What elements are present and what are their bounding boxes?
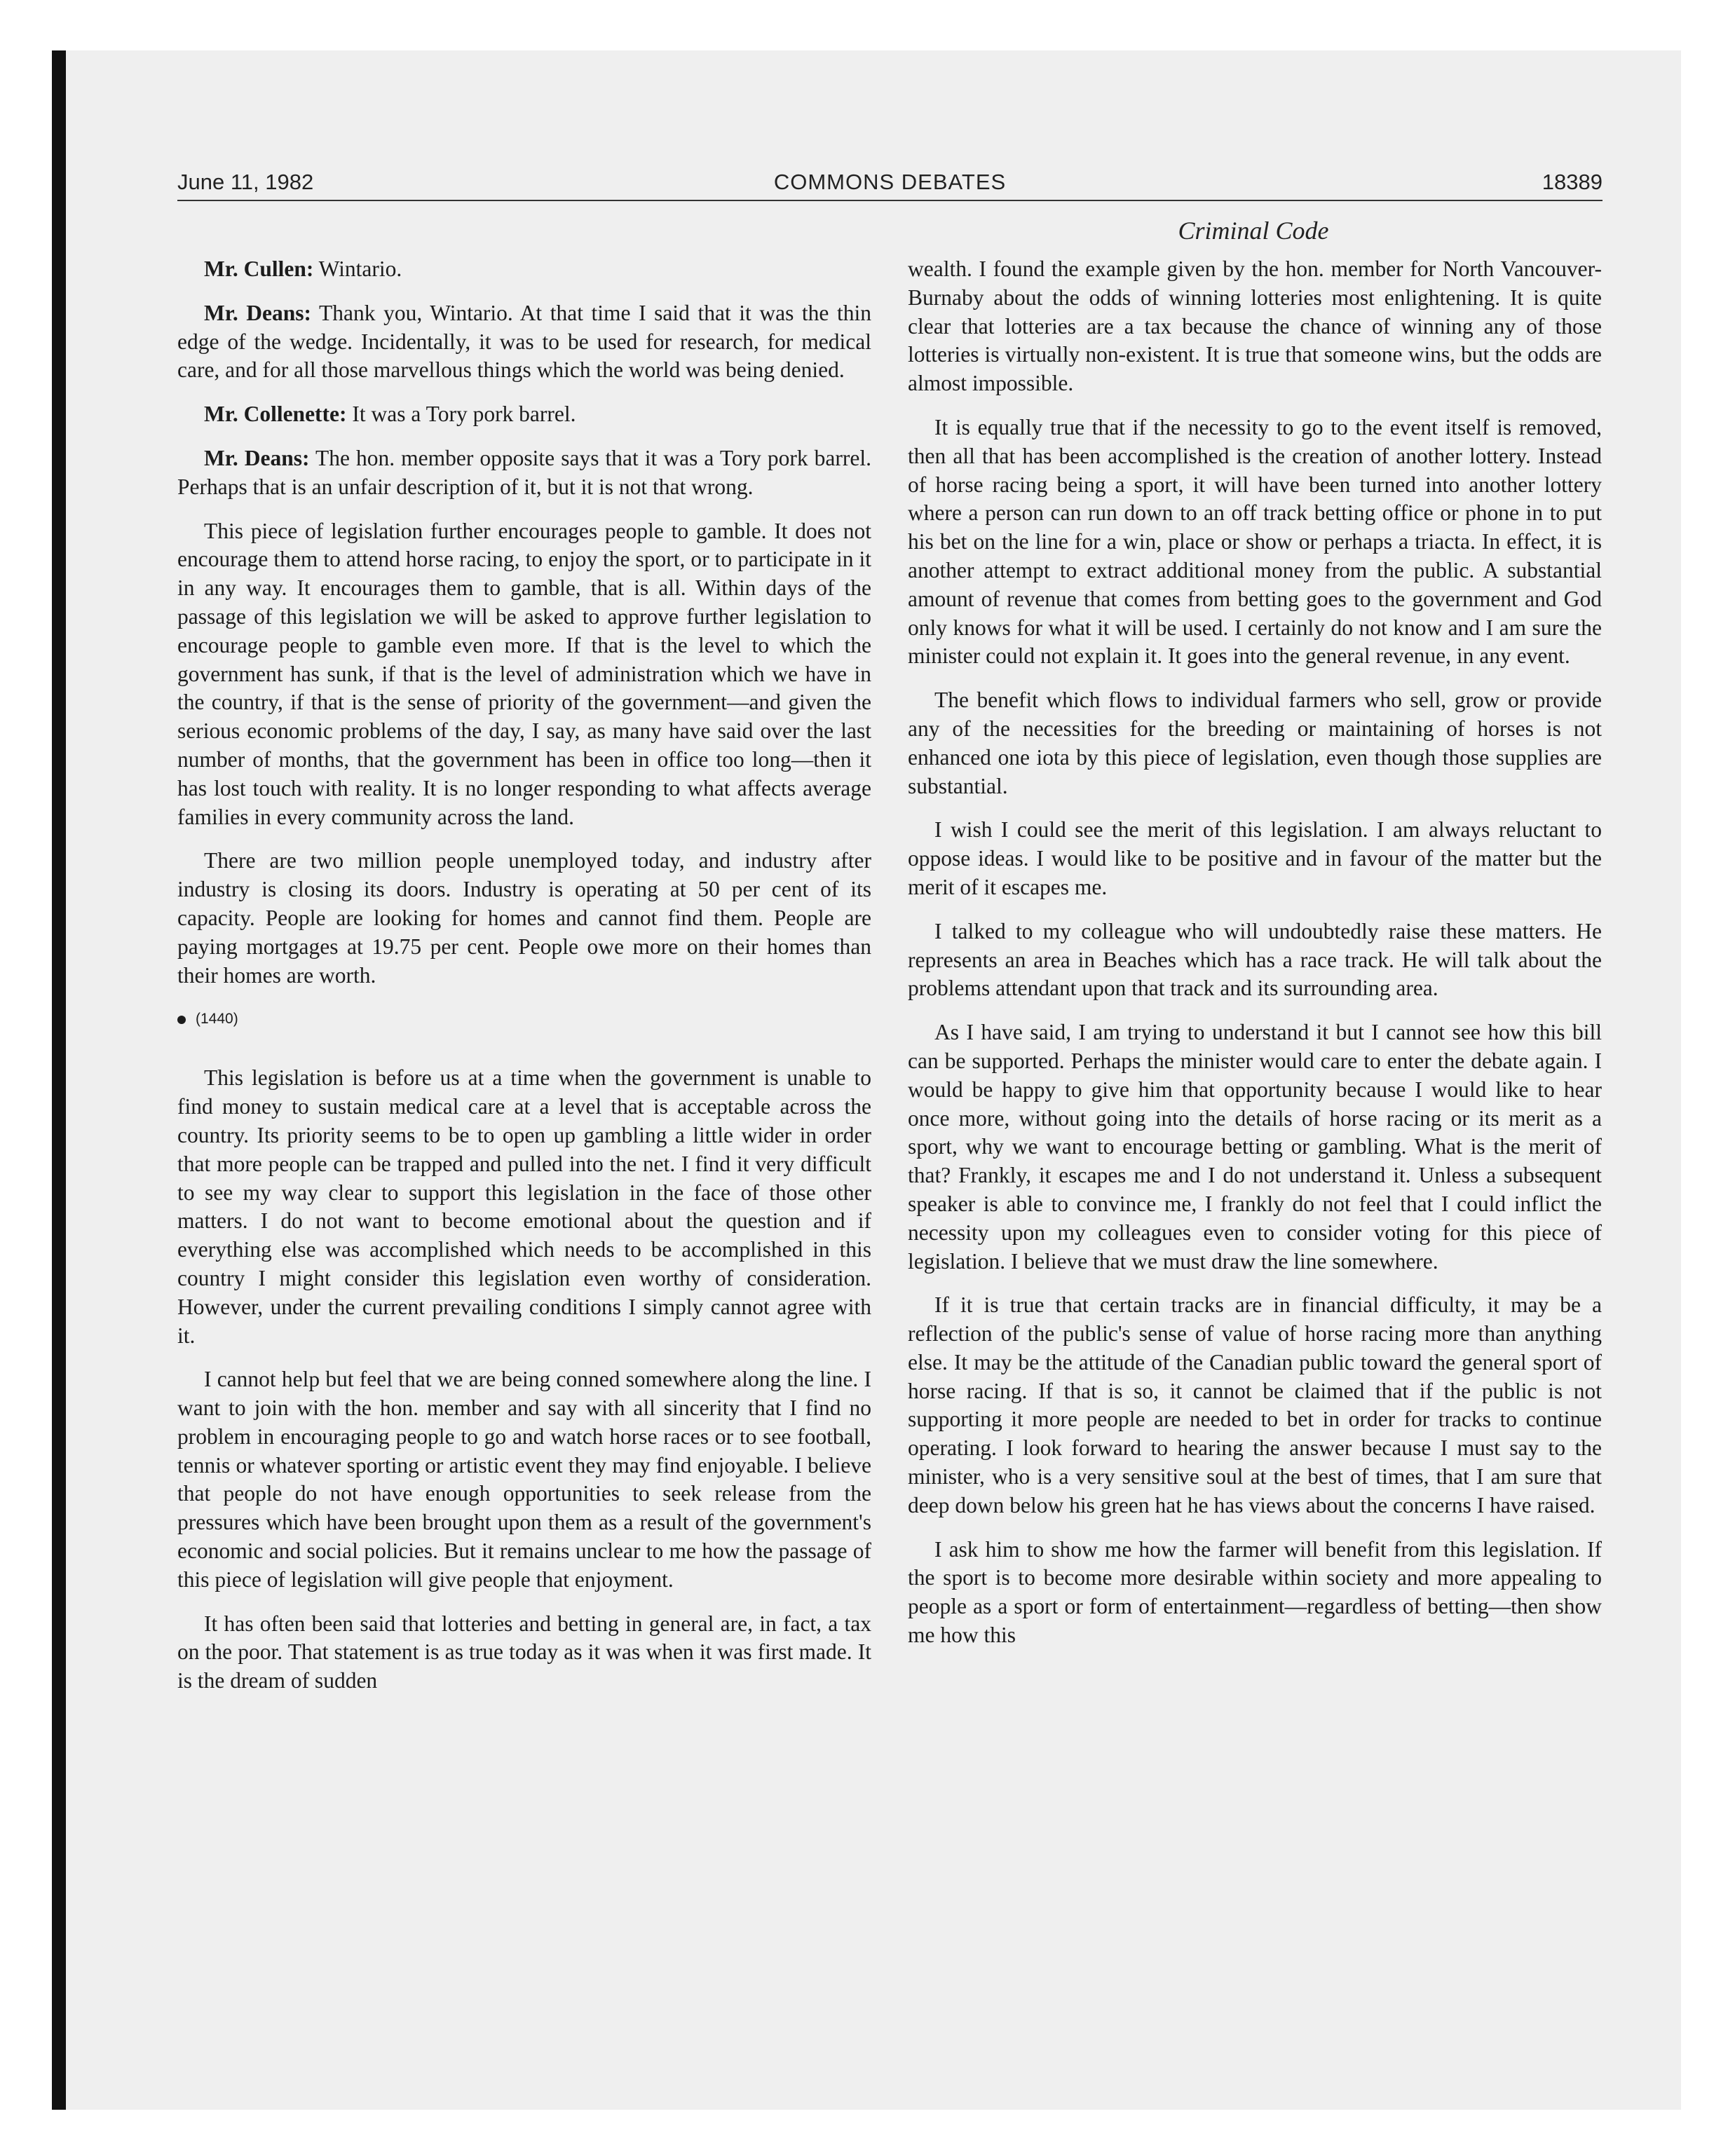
paragraph: wealth. I found the example given by the hon. member for North Vancouver-Burnaby about the odds of winning lotteries most enlightening. It is quite clear that lotteries are a tax because the chance of winning any of those lotteries is virtually non-existent. It is true that someone wins, but the odds are almost impossible.	[908, 257, 1602, 396]
time-stamp	[177, 1005, 871, 1033]
speaker-name: Mr. Deans:	[204, 300, 312, 325]
speaker-name: Mr. Collenette:	[204, 402, 347, 427]
paragraph: I talked to my colleague who will undoubtedly raise these matters. He represents an area in Beaches which has a race track. He will talk about the problems attendant upon that track and its surrounding area.	[908, 918, 1602, 1001]
paragraph	[177, 299, 871, 385]
speech-text: Wintario.	[318, 257, 402, 281]
paragraph: I wish I could see the merit of this legislation. I am always reluctant to oppose ideas. I would like to be positive and in favour of the matter but the merit of it escapes me.	[908, 817, 1602, 899]
scan-border	[52, 50, 66, 2110]
paragraph: I ask him to show me how the farmer will benefit from this legislation. If the sport is to become more desirable within society and more appealing to people as a sport or form of entertainment—regardless of betting—then show me how this	[908, 1536, 1602, 1648]
speaker-name: Mr. Cullen:	[204, 257, 314, 281]
speech-text: Thank you, Wintario. At that time I said that it was the thin edge of the wedge. Incidentally, it was to be used for research, for medical care, and for all those marvellous things which the world was being denied.	[177, 300, 871, 383]
speech-text: It was a Tory pork barrel.	[352, 402, 576, 427]
paragraph	[177, 255, 871, 284]
bullet-icon	[177, 1016, 186, 1024]
paragraph: There are two million people unemployed today, and industry after industry is closing its doors. Industry is operating at 50 per cent of its capacity. People are looking for homes and cannot find them. People are paying mortgages at 19.75 per cent. People owe more on their homes than their homes are worth.	[177, 848, 871, 988]
speaker-name: Mr. Deans:	[204, 445, 310, 470]
paragraph: The benefit which flows to individual farmers who sell, grow or provide any of the necessities for the breeding or maintaining of horses is not enhanced one iota by this piece of legislation, even though those supplies are substantial.	[908, 688, 1602, 798]
running-head	[177, 164, 1603, 200]
header-date: June 11, 1982	[177, 170, 314, 194]
section-title: Criminal Code	[1178, 217, 1329, 245]
paragraph: It has often been said that lotteries and betting in general are, in fact, a tax on the poor. That statement is as true today as it was when it was first made. It is the dream of sudden	[177, 1611, 871, 1693]
right-column	[908, 255, 1602, 1665]
paragraph: As I have said, I am trying to understand it but I cannot see how this bill can be supported. Perhaps the minister would care to enter the debate again. I would be happy to give him that opportunity because I would like to hear once more, without going into the details of horse racing or its merit as a sport, why we want to encourage betting or gambling. What is the merit of that? Frankly, it escapes me and I do not understand it. Unless a subsequent speaker is able to convince me, I frankly do not feel that I could inflict the necessity upon my colleagues even to consider voting for this piece of legislation. I believe that we must draw the line somewhere.	[908, 1020, 1602, 1274]
time-stamp-text: (1440)	[196, 1011, 238, 1028]
left-column	[177, 255, 871, 1711]
paragraph: This legislation is before us at a time when the government is unable to find money to sustain medical care at a level that is acceptable across the country. Its priority seems to be to open up gambling a little wider in order that more people can be trapped and pulled into the net. I find it very difficult to see my way clear to support this legislation in the face of those other matters. I do not want to become emotional about the question and if everything else was accomplished which needs to be accomplished in this country I might consider this legislation even worthy of consideration. However, under the current prevailing conditions I simply cannot agree with it.	[177, 1065, 871, 1348]
header-rule	[177, 200, 1603, 201]
paragraph	[177, 400, 871, 429]
speech-text: The hon. member opposite says that it was a Tory pork barrel. Perhaps that is an unfair description of it, but it is not that wrong.	[177, 445, 871, 499]
paragraph: This piece of legislation further encourages people to gamble. It does not encourage them to attend horse racing, to enjoy the sport, or to participate in it in any way. It encourages them to gamble, that is all. Within days of the passage of this legislation we will be asked to approve further legislation to encourage people to gamble even more. If that is the level to which the government has sunk, if that is the level of administration which we have in the country, if that is the sense of priority of the government—and given the serious economic problems of the day, I say, as many have said over the last number of months, that the government has been in office too long—then it has lost touch with reality. It is no longer responding to what affects average families in every community across the land.	[177, 518, 871, 829]
paragraph: It is equally true that if the necessity to go to the event itself is removed, then all that has been accomplished is the creation of another lottery. Instead of horse racing being a sport, it will have been turned into another lottery where a person can run down to an off track betting office or phone in to put his bet on the line for a win, place or show or perhaps a triacta. In effect, it is another attempt to extract additional money from the public. A substantial amount of revenue that comes from betting goes to the government and God only knows for what it will be used. I certainly do not know and I am sure the minister could not explain it. It goes into the general revenue, in any event.	[908, 414, 1602, 669]
paragraph	[177, 444, 871, 502]
paragraph: I cannot help but feel that we are being conned somewhere along the line. I want to join with the hon. member and say with all sincerity that I find no problem in encouraging people to go and watch horse races or to see football, tennis or whatever sporting or artistic event they may find enjoyable. I believe that people do not have enough opportunities to seek release from the pressures which have been brought upon them as a result of the government's economic and social policies. But it remains unclear to me how the passage of this piece of legislation will give people that enjoyment.	[177, 1367, 871, 1592]
header-publication: COMMONS DEBATES	[773, 170, 1007, 194]
header-page-number: 18389	[1542, 170, 1603, 194]
paragraph: If it is true that certain tracks are in financial difficulty, it may be a reflection of the public's sense of value of horse racing more than anything else. It may be the attitude of the Canadian public toward the general sport of horse racing. If that is so, it cannot be claimed that if the public is not supporting it more people are needed to bet in order for tracks to continue operating. I look forward to hearing the answer because I must say to the minister, who is a very sensitive soul at the best of times, that I am sure that deep down below his green hat he has views about the concerns I have raised.	[908, 1292, 1602, 1517]
